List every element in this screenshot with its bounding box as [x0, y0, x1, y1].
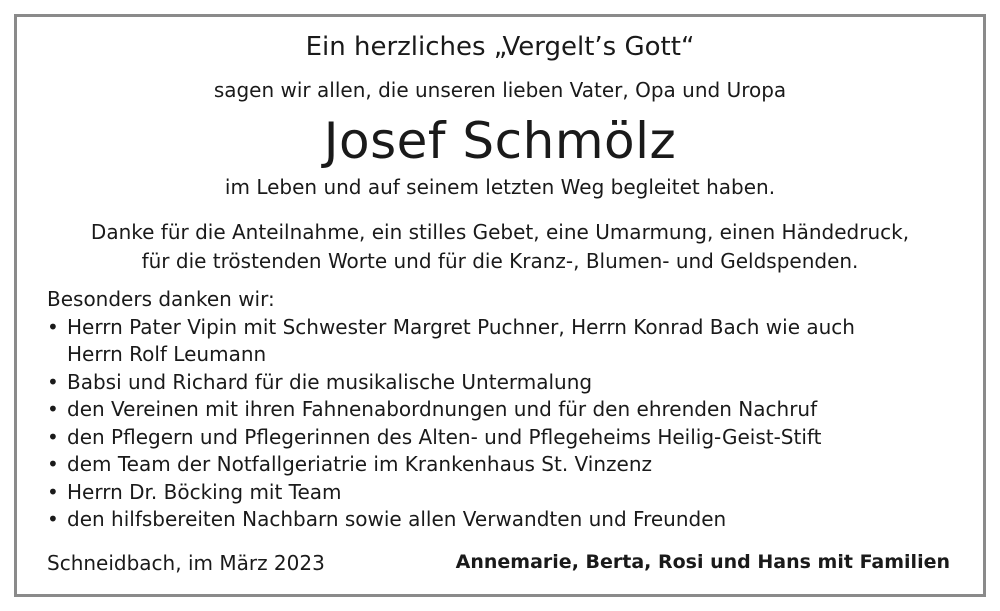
special-thanks-heading: Besonders danken wir: [47, 287, 275, 311]
signature: Annemarie, Berta, Rosi und Hans mit Familien [455, 551, 950, 573]
list-item [47, 424, 855, 452]
list-item-line: • den Pflegern und Pflegerinnen des Alten- und Pflegeheims Heilig-Geist-Stift [67, 424, 822, 449]
thanks-line: Danke für die Anteilnahme, ein stilles Gebet, eine Umarmung, einen Händedruck, [90, 220, 910, 244]
list-item-line: • Herrn Dr. Böcking mit Team [67, 479, 342, 504]
list-item-line: • dem Team der Notfallgeriatrie im Krankenhaus St. Vinzenz [67, 452, 653, 476]
place-date: Schneidbach, im März 2023 [47, 551, 325, 575]
list-item-line: • Babsi und Richard für die musikalische Untermalung [67, 369, 593, 394]
thanks-paragraph [0, 218, 1000, 276]
intro-text: sagen wir allen, die unseren lieben Vater, Opa und Uropa [213, 78, 787, 102]
list-item [47, 506, 855, 534]
list-item [47, 314, 855, 369]
list-item-line: • den Vereinen mit ihren Fahnenabordnungen und für den ehrenden Nachruf [67, 397, 818, 421]
list-item [47, 479, 855, 507]
after-name-text: im Leben und auf seinem letzten Weg begleitet haben. [224, 175, 776, 199]
list-item [47, 451, 855, 479]
list-item [47, 369, 855, 397]
list-item-line: • den hilfsbereiten Nachbarn sowie allen Verwandten und Freunden [67, 507, 727, 531]
special-thanks-section [47, 286, 855, 534]
thanks-line: für die tröstenden Worte und für die Kranz-, Blumen- und Geldspenden. [141, 249, 859, 273]
deceased-name: Josef Schmölz [323, 112, 677, 170]
special-thanks-list [47, 314, 855, 534]
list-item [47, 396, 855, 424]
notice-heading: Ein herzliches „Vergelt’s Gott“ [305, 32, 695, 62]
list-item-line: Herrn Rolf Leumann [67, 342, 267, 366]
list-item-line: • Herrn Pater Vipin mit Schwester Margret Puchner, Herrn Konrad Bach wie auch [67, 314, 855, 339]
